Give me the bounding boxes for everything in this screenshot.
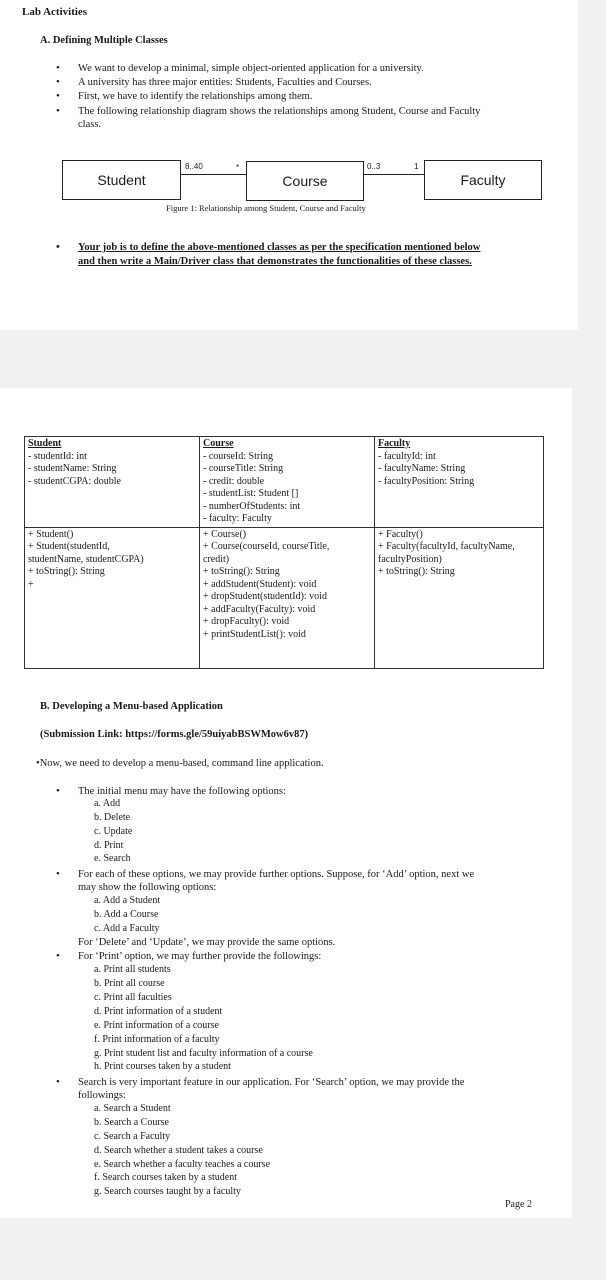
- uml-faculty-name: Faculty: [378, 438, 411, 449]
- uml-student-field-3: - studentCGPA: double: [28, 475, 121, 487]
- page-number: Page 2: [505, 1199, 532, 1210]
- faculty-box: [424, 160, 542, 200]
- print-opt-c: c. Print all faculties: [94, 992, 172, 1003]
- submission-link[interactable]: (Submission Link: https://forms.gle/59uiyabBSWMow6v87): [40, 729, 309, 740]
- course-faculty-link: [364, 174, 424, 175]
- print-opt-h: h. Print courses taken by a student: [94, 1061, 231, 1072]
- uml-course-name: Course: [203, 438, 234, 449]
- initial-opt-e: e. Search: [94, 853, 131, 864]
- figure-caption: Figure 1: Relationship among Student, Course and Faculty: [166, 203, 366, 213]
- uml-student-method-1: + Student(): [28, 528, 74, 540]
- course-label: Course: [282, 173, 328, 189]
- search-line-1: • Search is very important feature in our application. For ‘Search’ option, we may provide the: [78, 1076, 464, 1089]
- page-right-edge-2: [572, 388, 606, 1218]
- initial-opt-c: c. Update: [94, 826, 133, 837]
- uml-course-method-6: + dropStudent(studentId): void: [203, 591, 327, 602]
- uml-class-table: [24, 436, 544, 669]
- job-line-1: • Your job is to define the above-mentioned classes as per the specification mentioned below: [78, 241, 480, 254]
- uml-faculty-method-2: + Faculty(facultyId, facultyName,: [378, 541, 515, 552]
- print-intro: • For ‘Print’ option, we may further provide the followings:: [78, 950, 321, 963]
- page-gap: [0, 330, 606, 388]
- each-option-line-2: may show the following options:: [78, 882, 217, 893]
- initial-opt-d: d. Print: [94, 840, 124, 851]
- uml-course-field-5: - numberOfStudents: int: [203, 500, 301, 512]
- mult-faculty: 1: [414, 162, 419, 171]
- print-opt-f: f. Print information of a faculty: [94, 1034, 220, 1045]
- search-opt-e: e. Search whether a faculty teaches a course: [94, 1159, 271, 1170]
- uml-course-method-1: + Course(): [203, 528, 247, 540]
- search-opt-c: c. Search a Faculty: [94, 1131, 171, 1142]
- bullet-4-cont: class.: [78, 119, 102, 130]
- uml-faculty-field-1: - facultyId: int: [378, 450, 436, 462]
- add-opt-a: a. Add a Student: [94, 895, 161, 906]
- uml-course-field-4: - studentList: Student []: [203, 488, 299, 499]
- page-right-edge: [578, 0, 606, 330]
- initial-opt-b: b. Delete: [94, 812, 131, 823]
- uml-student-method-5: +: [28, 578, 34, 590]
- uml-course-field-1: - courseId: String: [203, 450, 273, 462]
- print-opt-e: e. Print information of a course: [94, 1020, 219, 1031]
- faculty-label: Faculty: [460, 172, 506, 188]
- uml-course-field-2: - courseTitle: String: [203, 463, 284, 474]
- uml-student-name: Student: [28, 438, 62, 449]
- uml-faculty-method-1: + Faculty(): [378, 528, 423, 540]
- print-opt-g: g. Print student list and faculty information of a course: [94, 1048, 313, 1059]
- now-text: Now, we need to develop a menu-based, command line application.: [39, 758, 324, 769]
- bullet-4: • The following relationship diagram shows the relationships among Student, Course and Faculty: [78, 105, 480, 118]
- mult-student: 8..40: [185, 162, 203, 171]
- uml-student-method-4: + toString(): String: [28, 566, 105, 577]
- print-opt-d: d. Print information of a student: [94, 1006, 223, 1017]
- uml-student-field-1: - studentId: int: [28, 450, 87, 462]
- add-opt-c: c. Add a Faculty: [94, 923, 160, 934]
- mult-course-right: 0..3: [367, 162, 381, 171]
- print-opt-a: a. Print all students: [94, 964, 171, 975]
- search-opt-a: a. Search a Student: [94, 1103, 171, 1114]
- each-option-line-1: • For each of these options, we may provide further options. Suppose, for ‘Add’ option, next we: [78, 868, 474, 881]
- student-course-link: [181, 174, 246, 175]
- add-opt-b: b. Add a Course: [94, 909, 159, 920]
- initial-menu-intro: • The initial menu may have the following options:: [78, 785, 286, 798]
- bullet-3: • First, we have to identify the relationships among them.: [78, 90, 312, 103]
- page-bottom-margin: [0, 1218, 606, 1280]
- bullet-2: • A university has three major entities: Students, Faculties and Courses.: [78, 76, 372, 89]
- uml-course-method-5: + addStudent(Student): void: [203, 578, 317, 590]
- initial-opt-a: a. Add: [94, 798, 121, 809]
- uml-student-method-3: studentName, studentCGPA): [28, 553, 144, 565]
- search-opt-d: d. Search whether a student takes a course: [94, 1145, 263, 1156]
- search-line-2: followings:: [78, 1090, 126, 1101]
- delete-update-note: For ‘Delete’ and ‘Update’, we may provide the same options.: [78, 937, 336, 948]
- course-box: [246, 161, 364, 201]
- search-opt-g: g. Search courses taught by a faculty: [94, 1186, 241, 1197]
- lab-activities-heading: Lab Activities: [22, 6, 88, 18]
- uml-faculty-method-3: facultyPosition): [378, 553, 442, 565]
- student-label: Student: [97, 172, 146, 188]
- section-a-title: A. Defining Multiple Classes: [40, 35, 168, 46]
- uml-faculty-field-2: - facultyName: String: [378, 463, 466, 474]
- mult-course-left: *: [236, 163, 240, 172]
- uml-course-method-7: + addFaculty(Faculty): void: [203, 603, 316, 615]
- uml-course-method-9: + printStudentList(): void: [203, 628, 306, 640]
- uml-faculty-method-4: + toString(): String: [378, 566, 455, 577]
- student-box: [62, 160, 181, 200]
- job-line-2: and then write a Main/Driver class that demonstrates the functionalities of these classes.: [78, 256, 472, 267]
- uml-course-field-6: - faculty: Faculty: [203, 513, 272, 524]
- search-opt-f: f. Search courses taken by a student: [94, 1172, 238, 1183]
- uml-student-method-2: + Student(studentId,: [28, 541, 110, 552]
- search-opt-b: b. Search a Course: [94, 1117, 169, 1128]
- uml-course-method-4: + toString(): String: [203, 566, 280, 577]
- print-opt-b: b. Print all course: [94, 978, 165, 989]
- uml-course-method-3: credit): [203, 553, 230, 565]
- uml-faculty-field-3: - facultyPosition: String: [378, 475, 475, 487]
- section-b-title: B. Developing a Menu-based Application: [40, 701, 223, 712]
- bullet-1: • We want to develop a minimal, simple object-oriented application for a university.: [78, 62, 424, 75]
- now-bullet: •Now, we need to develop a menu-based, command line application.: [36, 758, 324, 769]
- uml-student-field-2: - studentName: String: [28, 463, 117, 474]
- uml-course-method-2: + Course(courseId, courseTitle,: [203, 541, 330, 552]
- uml-course-method-8: + dropFaculty(): void: [203, 616, 290, 627]
- uml-course-field-3: - credit: double: [203, 475, 265, 487]
